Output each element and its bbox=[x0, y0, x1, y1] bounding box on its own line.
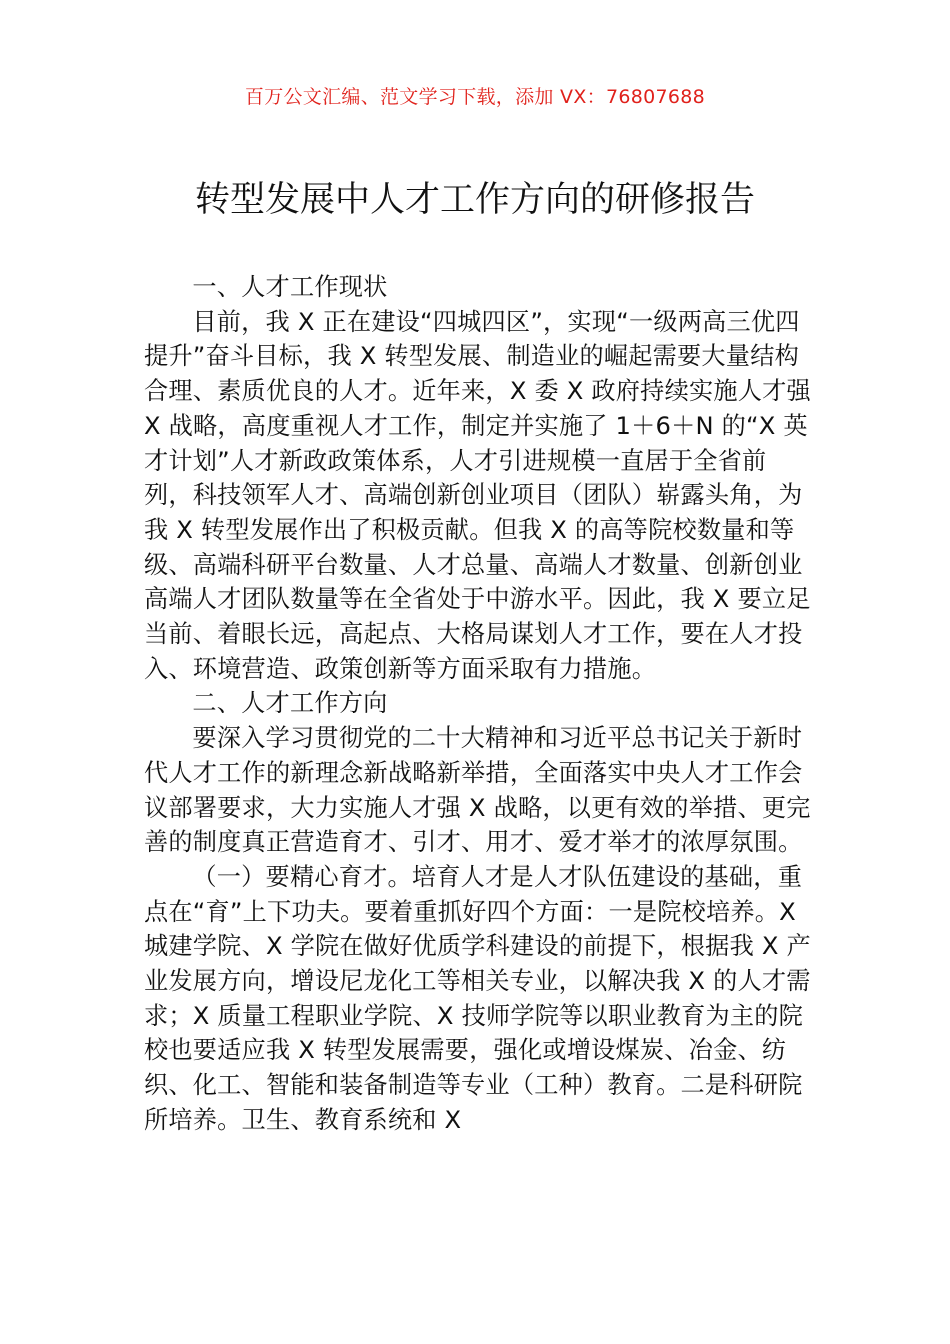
section-heading-work-direction: 二、人才工作方向 bbox=[192, 689, 388, 718]
document-body bbox=[144, 270, 814, 1138]
paragraph-talent-cultivation: （一）要精心育才。培育人才是人才队伍建设的基础，重点在“育”上下功夫。要着重抓好四个方面：一是院校培养。X 城建学院、X 学院在做好优质学科建设的前提下，根据我 X 产业发展方向，增设尼龙化工等相关专业，以解决我 X 的人才需求；X 质量工程职业学院、X 技师学院等以职业教育为主的院校也要适应我 X 转型发展需要，强化或增设煤炭、冶金、纺织、化工、智能和装备制造等专业（工种）教育。二是科研院所培养。卫生、教育系统和 X bbox=[144, 862, 811, 1134]
paragraph-current-status: 目前，我 X 正在建设“四城四区”，实现“一级两高三优四提升”奋斗目标，我 X 转型发展、制造业的崛起需要大量结构合理、素质优良的人才。近年来，X 委 X 政府持续实施人才强 X 战略，高度重视人才工作，制定并实施了 1＋6＋N 的“X 英才计划”人才新政政策体系，人才引进规模一直居于全省前列，科技领军人才、高端创新创业项目（团队）崭露头角，为我 X 转型发展作出了积极贡献。但我 X 的高等院校数量和等级、高端科研平台数量、人才总量、高端人才数量、创新创业高端人才团队数量等在全省处于中游水平。因此，我 X 要立足当前、着眼长远，高起点、大格局谋划人才工作，要在人才投入、环境营造、政策创新等方面采取有力措施。 bbox=[144, 307, 811, 683]
section-heading-current-status: 一、人才工作现状 bbox=[192, 273, 388, 301]
paragraph-work-direction: 要深入学习贯彻党的二十大精神和习近平总书记关于新时代人才工作的新理念新战略新举措，全面落实中央人才工作会议部署要求，大力实施人才强 X 战略，以更有效的举措、更完善的制度真正营造育才、引才、用才、爱才举才的浓厚氛围。 bbox=[144, 724, 811, 857]
header-banner: 百万公文汇编、范文学习下载，添加 VX：76807688 bbox=[244, 86, 706, 108]
document-title: 转型发展中人才工作方向的研修报告 bbox=[194, 180, 755, 220]
